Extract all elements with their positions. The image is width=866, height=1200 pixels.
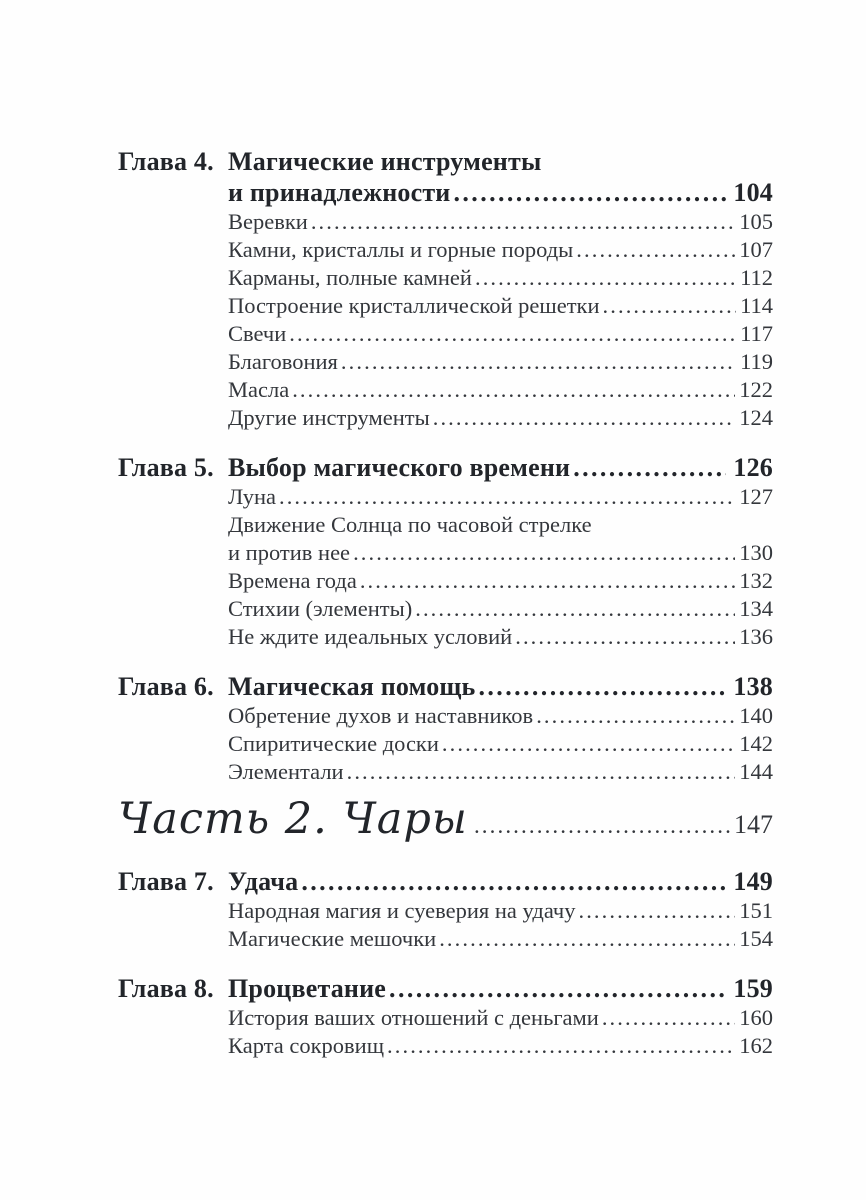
chapter-title-row bbox=[228, 671, 773, 702]
toc-item-page-number: 144 bbox=[739, 759, 773, 784]
toc-item-title: Камни, кристаллы и горные породы bbox=[228, 237, 574, 262]
toc-item-title: Народная магия и суеверия на удачу bbox=[228, 898, 576, 923]
chapter-title: Процветание bbox=[228, 974, 387, 1003]
chapter-title-row bbox=[228, 177, 773, 208]
chapter-section bbox=[118, 866, 773, 953]
dot-leader bbox=[439, 925, 735, 953]
chapter-title: и принадлежности bbox=[228, 178, 451, 207]
toc-item-title: Стихии (элементы) bbox=[228, 596, 413, 621]
toc-item-row bbox=[228, 925, 773, 953]
dot-leader bbox=[387, 1032, 735, 1060]
toc-item-title: Времена года bbox=[228, 568, 357, 593]
dot-leader bbox=[475, 264, 736, 292]
toc-item-row bbox=[228, 539, 773, 567]
dot-leader bbox=[515, 623, 735, 651]
part-title: Часть 2. Чары bbox=[118, 794, 468, 844]
chapter-label: Глава 7. bbox=[118, 867, 214, 896]
toc-item-page-number: 140 bbox=[739, 703, 773, 728]
dot-leader bbox=[536, 702, 735, 730]
toc-item-row bbox=[228, 595, 773, 623]
dot-leader bbox=[360, 567, 735, 595]
toc-item-page-number: 130 bbox=[739, 540, 773, 565]
dot-leader bbox=[573, 452, 726, 483]
toc-item-page-number: 160 bbox=[739, 1005, 773, 1030]
chapter-title-line: Магические инструменты bbox=[228, 147, 542, 176]
dot-leader bbox=[433, 404, 736, 432]
chapter-title: Магическая помощь bbox=[228, 672, 476, 701]
toc-item-row bbox=[228, 348, 773, 376]
toc-item-row bbox=[228, 702, 773, 730]
toc-item-row bbox=[228, 264, 773, 292]
toc-item-title: Магические мешочки bbox=[228, 926, 437, 951]
toc-item-row bbox=[228, 730, 773, 758]
toc-item-row bbox=[228, 1004, 773, 1032]
chapter-page-number: 149 bbox=[733, 867, 773, 896]
chapter-title-row bbox=[228, 973, 773, 1004]
chapter-section bbox=[118, 973, 773, 1060]
toc-item-row bbox=[228, 758, 773, 786]
dot-leader bbox=[415, 595, 735, 623]
toc-item-title: История ваших отношений с деньгами bbox=[228, 1005, 599, 1030]
toc-item-row bbox=[228, 1032, 773, 1060]
chapter-page-number: 138 bbox=[733, 672, 773, 701]
toc-item-page-number: 154 bbox=[739, 926, 773, 951]
dot-leader bbox=[603, 292, 737, 320]
toc-item-row bbox=[228, 483, 773, 511]
toc-item-page-number: 132 bbox=[739, 568, 773, 593]
dot-leader bbox=[289, 320, 736, 348]
toc-item-page-number: 136 bbox=[739, 624, 773, 649]
chapter-section bbox=[118, 146, 773, 432]
chapter-page-number: 126 bbox=[733, 453, 773, 482]
toc-item-title: Карманы, полные камней bbox=[228, 265, 472, 290]
toc-item-row bbox=[228, 292, 773, 320]
chapter-section bbox=[118, 452, 773, 651]
dot-leader bbox=[347, 758, 736, 786]
part-heading-row bbox=[118, 792, 773, 846]
toc-item-page-number: 107 bbox=[739, 237, 773, 262]
chapter-title: Выбор магического времени bbox=[228, 453, 571, 482]
toc-item-title: Свечи bbox=[228, 321, 287, 346]
toc-item-row bbox=[228, 376, 773, 404]
dot-leader bbox=[602, 1004, 735, 1032]
chapter-section bbox=[118, 671, 773, 786]
dot-leader bbox=[479, 671, 727, 702]
dot-leader bbox=[341, 348, 736, 376]
toc-item-title: Масла bbox=[228, 377, 290, 402]
toc-item-line: Движение Солнца по часовой стрелке bbox=[228, 512, 592, 537]
toc-item-row bbox=[228, 623, 773, 651]
toc-item-page-number: 162 bbox=[739, 1033, 773, 1058]
toc-item-page-number: 112 bbox=[740, 265, 773, 290]
toc-item-row bbox=[228, 320, 773, 348]
toc-item-page-number: 105 bbox=[739, 209, 773, 234]
dot-leader bbox=[279, 483, 735, 511]
chapter-label: Глава 5. bbox=[118, 453, 214, 482]
toc-item-page-number: 127 bbox=[739, 484, 773, 509]
chapter-page-number: 159 bbox=[733, 974, 773, 1003]
toc-item-row bbox=[228, 567, 773, 595]
toc-item-page-number: 114 bbox=[740, 293, 773, 318]
toc-item-row bbox=[228, 404, 773, 432]
toc-item-title: Обретение духов и наставников bbox=[228, 703, 534, 728]
toc-item-title: Построение кристаллической решетки bbox=[228, 293, 600, 318]
dot-leader bbox=[442, 730, 735, 758]
toc-item-title: Карта сокровищ bbox=[228, 1033, 385, 1058]
toc-item-title: Другие инструменты bbox=[228, 405, 430, 430]
part-page-number: 147 bbox=[734, 810, 773, 839]
dot-leader bbox=[454, 177, 727, 208]
toc-item-row bbox=[228, 236, 773, 264]
toc-item-row bbox=[228, 897, 773, 925]
dot-leader bbox=[311, 208, 735, 236]
dot-leader bbox=[474, 813, 730, 839]
dot-leader bbox=[301, 866, 726, 897]
dot-leader bbox=[292, 376, 735, 404]
toc-item-page-number: 142 bbox=[739, 731, 773, 756]
toc bbox=[118, 146, 773, 1060]
toc-item-row bbox=[228, 208, 773, 236]
toc-item-title: Благовония bbox=[228, 349, 338, 374]
toc-item-title: Спиритические доски bbox=[228, 731, 439, 756]
toc-item-title: Веревки bbox=[228, 209, 308, 234]
toc-item-title: и против нее bbox=[228, 540, 351, 565]
chapter-body bbox=[228, 671, 773, 786]
chapter-label: Глава 4. bbox=[118, 147, 214, 176]
dot-leader bbox=[389, 973, 726, 1004]
toc-item-page-number: 134 bbox=[739, 596, 773, 621]
toc-item-page-number: 122 bbox=[739, 377, 773, 402]
chapter-title-row bbox=[228, 452, 773, 483]
chapter-title: Удача bbox=[228, 867, 299, 896]
dot-leader bbox=[578, 897, 735, 925]
chapter-body bbox=[228, 866, 773, 953]
chapter-body bbox=[228, 146, 773, 432]
chapter-label: Глава 8. bbox=[118, 974, 214, 1003]
dot-leader bbox=[353, 539, 735, 567]
toc-item-title: Элементали bbox=[228, 759, 344, 784]
chapter-page-number: 104 bbox=[733, 178, 773, 207]
chapter-label: Глава 6. bbox=[118, 672, 214, 701]
toc-item-page-number: 119 bbox=[740, 349, 773, 374]
toc-item-page-number: 151 bbox=[739, 898, 773, 923]
chapter-title-row bbox=[228, 866, 773, 897]
dot-leader bbox=[576, 236, 735, 264]
toc-item-title: Не ждите идеальных условий bbox=[228, 624, 513, 649]
chapter-body bbox=[228, 973, 773, 1060]
toc-item-page-number: 117 bbox=[740, 321, 773, 346]
toc-item-page-number: 124 bbox=[739, 405, 773, 430]
toc-item-title: Луна bbox=[228, 484, 276, 509]
chapter-body bbox=[228, 452, 773, 651]
